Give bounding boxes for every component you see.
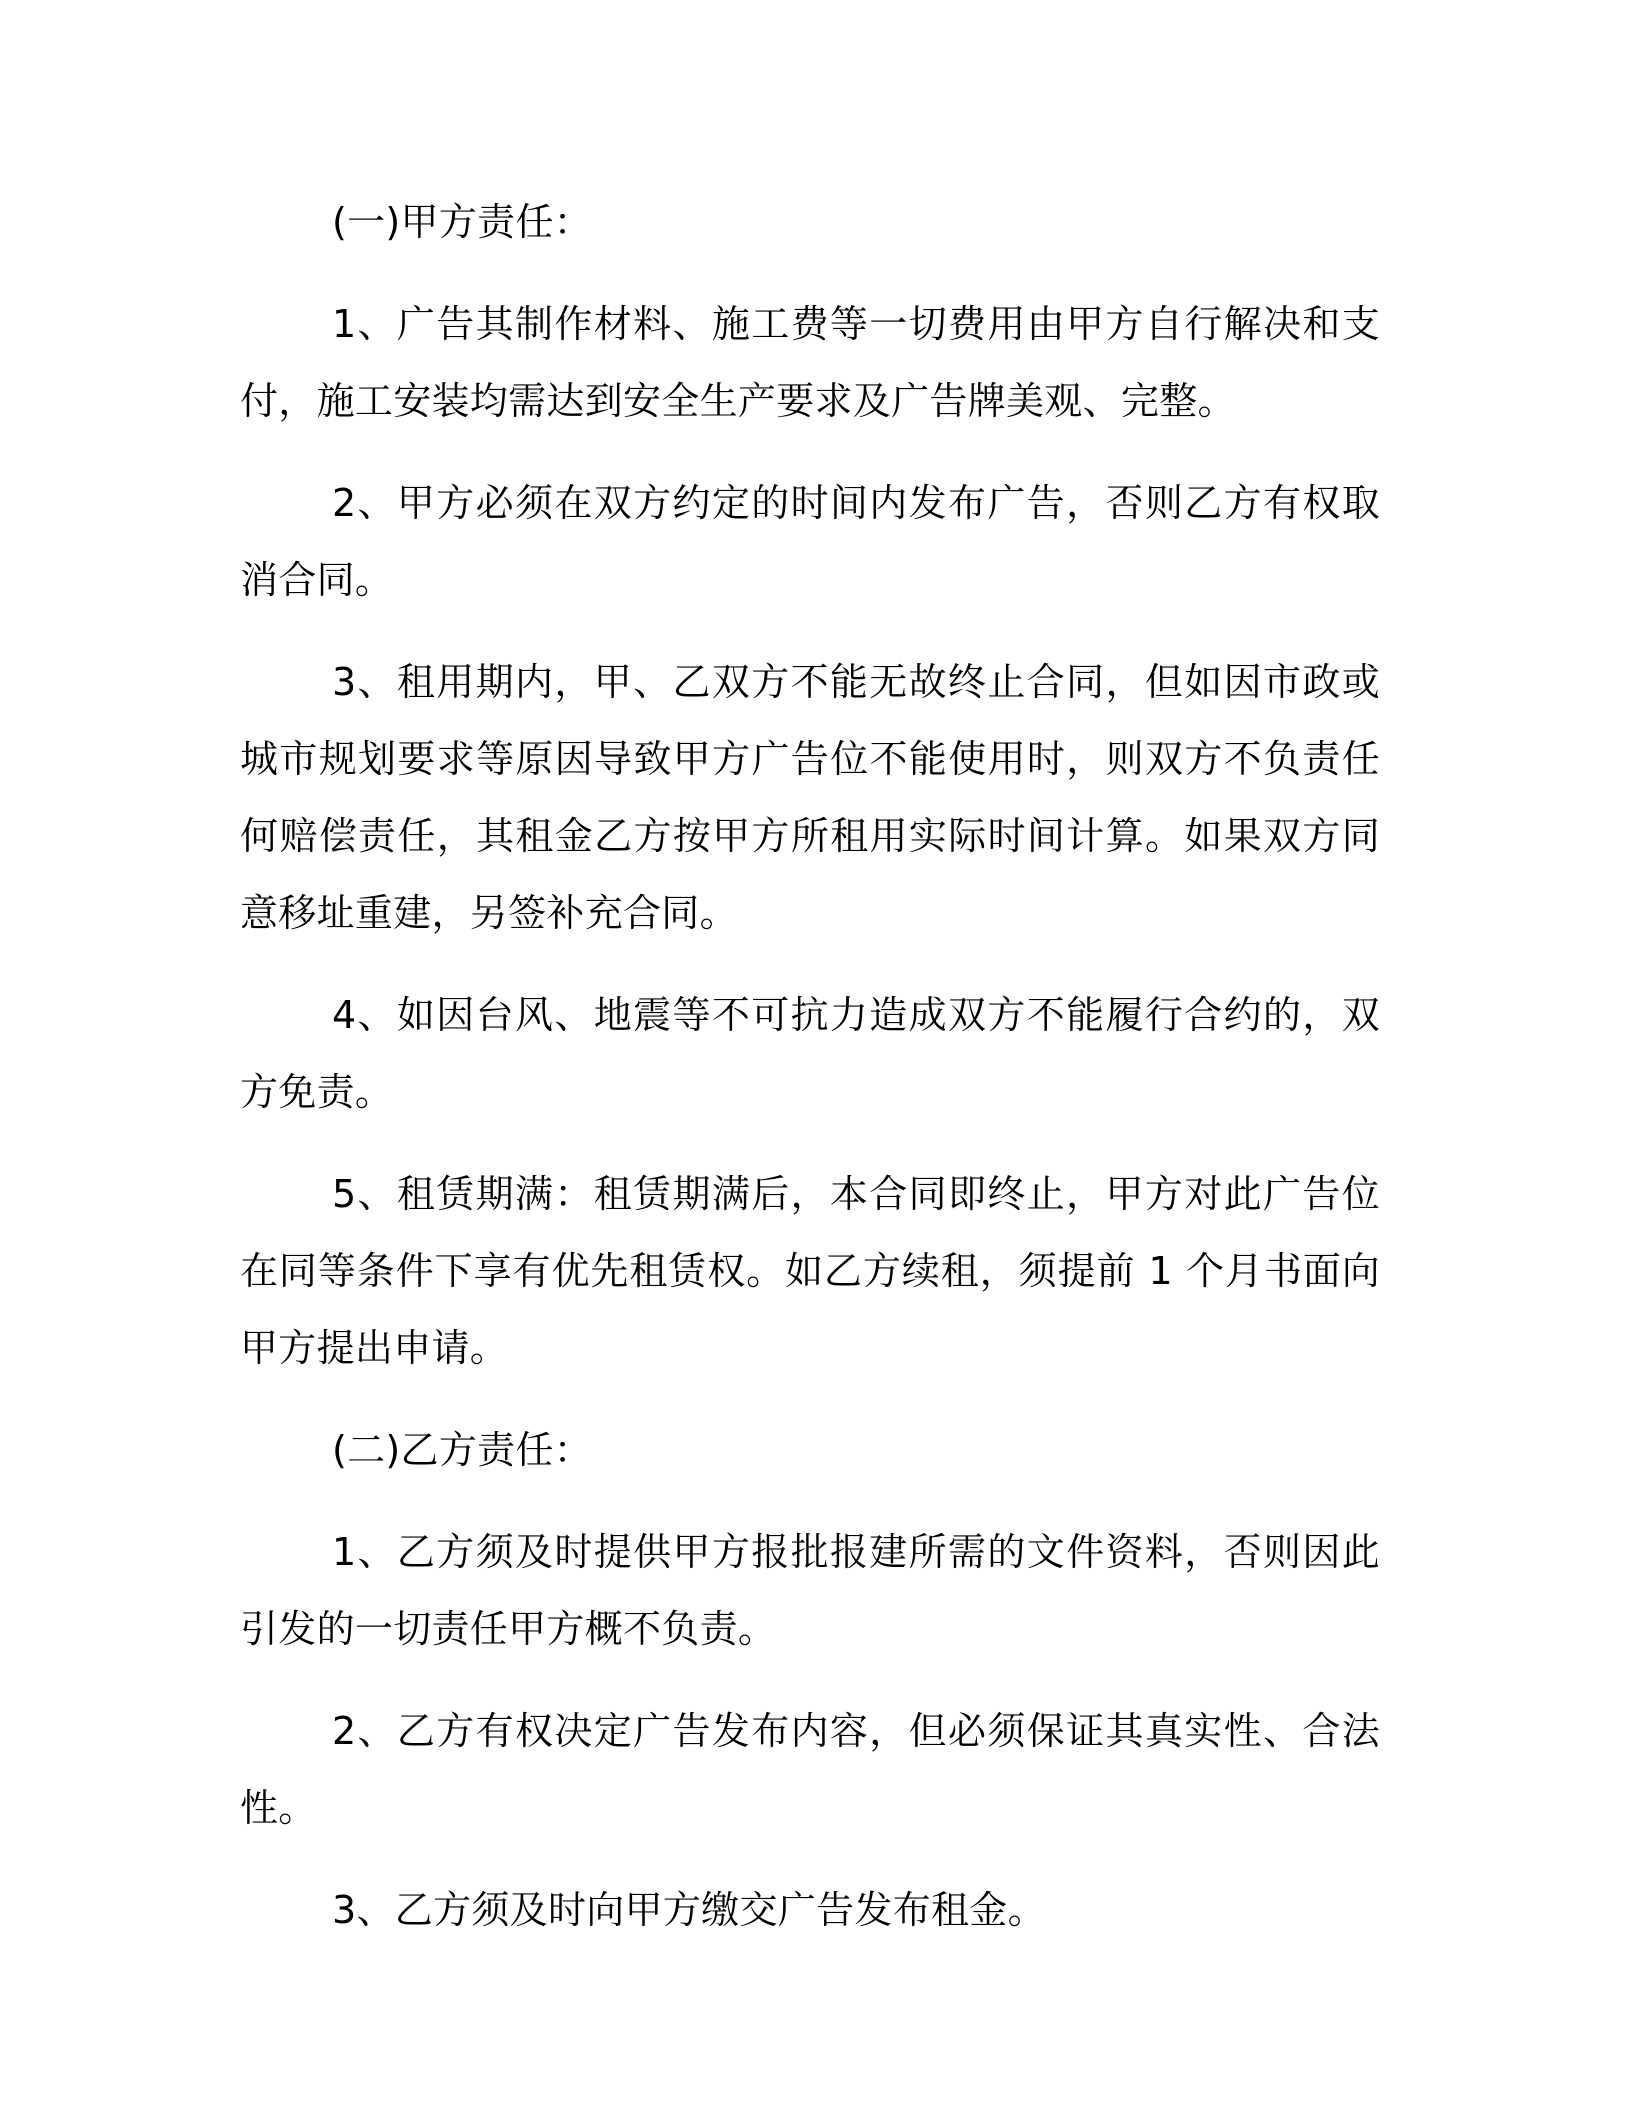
section-heading-party-b: (二)乙方责任： — [332, 1428, 593, 1472]
party-a-clause-5: 5、租赁期满：租赁期满后，本合同即终止，甲方对此广告位在同等条件下享有优先租赁权。如乙方续租，须提前 1 个月书面向甲方提出申请。 — [240, 1172, 1380, 1370]
party-b-clause-3: 3、乙方须及时向甲方缴交广告发布租金。 — [332, 1888, 1046, 1932]
party-b-clause-1: 1、乙方须及时提供甲方报批报建所需的文件资料，否则因此引发的一切责任甲方概不负责。 — [240, 1530, 1380, 1651]
party-a-clause-3: 3、租用期内，甲、乙双方不能无故终止合同，但如因市政或城市规划要求等原因导致甲方广告位不能使用时，则双方不负责任何赔偿责任，其租金乙方按甲方所租用实际时间计算。如果双方同意移址重建，另签补充合同。 — [240, 660, 1380, 935]
section-heading-party-a: (一)甲方责任： — [332, 200, 593, 244]
party-a-clause-1: 1、广告其制作材料、施工费等一切费用由甲方自行解决和支付，施工安装均需达到安全生产要求及广告牌美观、完整。 — [240, 302, 1380, 423]
party-a-clause-2: 2、甲方必须在双方约定的时间内发布广告，否则乙方有权取消合同。 — [240, 481, 1380, 602]
party-a-clause-4: 4、如因台风、地震等不可抗力造成双方不能履行合约的，双方免责。 — [240, 993, 1380, 1114]
party-b-clause-2: 2、乙方有权决定广告发布内容，但必须保证其真实性、合法性。 — [240, 1709, 1380, 1830]
document-body — [240, 184, 1380, 1974]
